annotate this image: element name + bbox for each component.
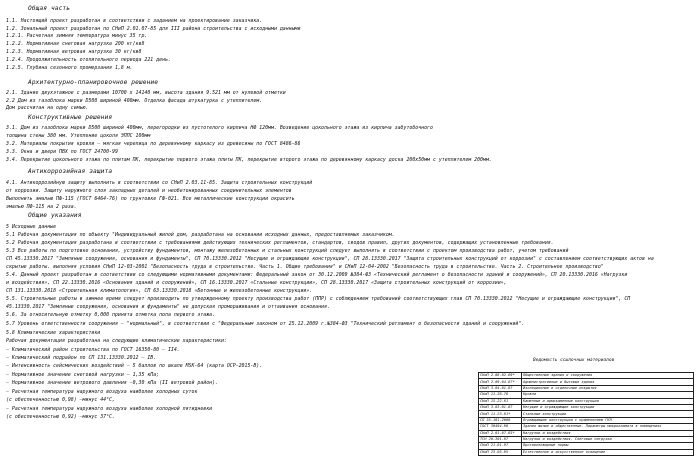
text-line: 3.1. Дом из газоблока марки D500 шириной 400мм, перегородки из пустотелого кирпича НФ 120мм. Возведение цокольного этажа из кирпича забутобочного — [6, 125, 433, 131]
table-cell-code: СНиП 2.08.02-89* — [479, 373, 522, 379]
text-line: 5.2 Рабочая документация разработана в соответствии с требованиями действующих технических регламентов, стандартов, сводов правил, других документов, содержащих установленные требования. — [6, 240, 554, 246]
text-line: 2.1. Здание двухэтажное с размерами 10700 х 14140 мм, высота здания 9.521 мм от нулевой отметки — [6, 90, 286, 96]
table-row — [479, 449, 694, 455]
text-line: 1.1. Настоящий проект разработан в соответствии с заданием на проектирование заказчика. — [6, 18, 263, 24]
text-line: 5.3 Все работы по подготовке основания, устройству фундаментов, монтажу железобетонных и стальных конструкций следует выполнять в соответствии с проектом производства работ, учетом требований — [6, 248, 569, 254]
text-line: 3.2. Материалы покрытия кровли – мягкая черепица по деревянному каркасу из древесины по ГОСТ 8486-86 — [6, 141, 301, 147]
table-cell-code: СП 55-101-2000 — [479, 417, 522, 423]
text-line: Дом рассчитан на одну семью. — [6, 105, 89, 111]
table-cell-title: Естественное и искусственное освещение — [522, 449, 694, 455]
section-heading-structural: Конструктивные решения — [28, 114, 113, 121]
text-line: 4.1. Антикоррозийную защиту выполнить в соответствии со СНиП 2.03.11-85. Защита строительных конструкций — [6, 180, 313, 186]
table-cell-code: СНиП 3.04.01-87 — [479, 385, 522, 391]
section-heading-general: Общая часть — [28, 5, 71, 12]
text-line: 5.7 Уровень ответственности сооружения – "нормальный", в соответствии с "Федеральным законом от 25.12.2009 г.№384-ФЗ "Технический регламент о безопасности зданий и сооружений". — [6, 321, 525, 327]
table-cell-code: СНиП 11-26-76 — [479, 392, 522, 398]
text-line: СП 131.13330.2018 «Строительная климатология», СП 63.13330.2018 «Бетонные и железобетонные конструкции». — [6, 288, 313, 294]
text-line: (с обеспеченностью 0,98) –минус 44°С, — [6, 397, 115, 403]
reference-table — [478, 372, 694, 456]
text-line: 3.4. Перекрытие цокольного этажа по плитам ПК, перекрытие первого этажа плиты ПК, перекрытие второго этажа по деревянному каркасу доска 200х50мм с утеплителем 200мм. — [6, 157, 492, 163]
text-line: 45.13330.2017 "Земляные сооружения, основания и фундаменты" не допуская промораживания и оттаивания основания. — [6, 304, 330, 310]
text-line: 1.2.4. Продолжительность отопительного периода 221 день. — [6, 57, 171, 63]
text-line: 5.6. За относительную отметку 0,000 принята отметка пола первого этажа. — [6, 312, 216, 318]
text-line: – Интенсивность сейсмических воздействий – 5 баллов по шкале MSK-64 (карта ОСР-2015-В). — [6, 363, 263, 369]
text-line: толщина стены 380 мм. Утепление цоколя ЭППС 100мм — [6, 133, 151, 139]
text-line: 5.8 Климатические характеристики — [6, 330, 101, 336]
text-line: 5.4. Данный проект разработан в соответствии со следующими нормативными документами: Федеральный закон от 30.12.2009 №384-ФЗ «Технический регламент о безопасности зданий и сооружений», СП 20.13330.2016 «Нагрузки — [6, 272, 628, 278]
text-line: СП 45.13330.2017 "Земляные сооружения, основания и фундаменты", СП 70.13330.2012 "Несущие и ограждающие конструкции", СП 28.13330.2017 "Защита строительных конструкций от коррозии" с составлением соответствующих актов на — [6, 256, 654, 262]
text-line: от коррозии. Защиту наружного слоя закладных деталей и необетонированных соединительных элементов — [6, 188, 292, 194]
text-line: 5.5. Строительные работы в зимнее время следует производить по утвержденному проекту производства работ (ППР) с соблюдением требований соответствующих глав СП 70.13330.2012 "Несущие и ограждающие конструкции", СП — [6, 296, 631, 302]
table-cell-title: Кровли — [522, 392, 694, 398]
table-cell-title: Несущие и ограждающие конструкции — [522, 404, 694, 410]
text-line: 1.2.2. Нормативная снеговая нагрузка 200 кг/кв8 — [6, 41, 145, 47]
table-cell-title: Стальные конструкции — [522, 411, 694, 417]
text-line: 5.1 Рабочая документация по объекту "Индивидуальный жилой дом, разработана на основании исходных данных, предоставляемых заказчиком. — [6, 232, 395, 238]
table-cell-title: Противопожарные нормы — [522, 443, 694, 449]
text-line: скрытые работы. выполняя условия СНиП 12-03-2001 "Безопасность труда в строительстве. Часть 1. Общие требования" и СНиП 12-04-2002 "Безопасность труда в строительстве. Часть 2. Строительное производство" — [6, 264, 604, 270]
text-line: (с обеспеченностью 0,92) –минус 37°С. — [6, 414, 115, 420]
text-line: Рабочая документация разработана на следующие климатические характеристики: — [6, 338, 227, 344]
table-cell-code: СНиП 23-05-95 — [479, 449, 522, 455]
text-line: 2.2 Дом из газоблока марки D500 шириной 400мм. Отделка фасада штукатурка с утеплителем. — [6, 98, 263, 104]
table-cell-code: ГОСТ 30494-96 — [479, 424, 522, 430]
text-line: 1.2.5. Глубина сезонного промерзания 1,8 м. — [6, 65, 133, 71]
table-cell-title: Каменные и армокаменные конструкции — [522, 398, 694, 404]
text-line: – Климатический район строительства по ГОСТ 16350-80 – II4. — [6, 347, 180, 353]
text-line: 5 Исходные данные — [6, 224, 57, 230]
table-cell-code: СНиП 15-22-81 — [479, 398, 522, 404]
text-line: и воздействия», СП 22.13330.2016 «Основания зданий и сооружений», СП 16.13330.2017 «Стальные конструкции», СП 28.13330.2017 «Защита строительных конструкций от коррозии», — [6, 280, 507, 286]
table-cell-title: Ограждающие конструкции с применением ГКЛ — [522, 417, 694, 423]
table-cell-title: Изоляционные и отделочные покрытия — [522, 385, 694, 391]
text-line: Выполнить эмалью ПФ-115 (ГОСТ 6464-76) по грунтовке ГФ-021. Все металлические конструкции окрасить — [6, 196, 295, 202]
table-cell-title: Здания жилые и общественные. Параметры микроклимата в помещениях — [522, 424, 694, 430]
text-line: – Нормативное значение ветрового давления –0,30 кПа (II ветровой район). — [6, 380, 218, 386]
text-line: 3.3. Окна и двери ПВХ по ГОСТ 24700-99 — [6, 149, 118, 155]
table-cell-title: Нагрузки и воздействия. Снеговые нагрузки — [522, 436, 694, 442]
text-line: 1.2.3. Нормативная ветровая нагрузка 30 кг/кв8 — [6, 49, 142, 55]
reference-table-title: Ведомость ссылочных материалов — [533, 358, 615, 363]
table-cell-code: СНиП 2.01.07-85* — [479, 430, 522, 436]
text-line: – Нормативное значение снеговой нагрузки – 1,35 кПа; — [6, 372, 160, 378]
table-cell-title: Административные и бытовые здания — [522, 379, 694, 385]
text-line: – Расчетная температура наружного воздуха наиболее холодных суток — [6, 389, 198, 395]
text-line: 1.2.1. Расчетная зимняя температура минус 35 гр. — [6, 33, 148, 39]
table-cell-code: СНиП 2.09.04-87* — [479, 379, 522, 385]
section-heading-architecture: Архитектурно-планировочное решение — [28, 79, 159, 86]
table-cell-title: Общественные здания и сооружения — [522, 373, 694, 379]
table-cell-code: СНиП 3.03.01-87 — [479, 404, 522, 410]
text-line: эмалью ПФ-115 на 2 раза. — [6, 204, 77, 210]
table-cell-code: СНиП 11-23-81* — [479, 411, 522, 417]
table-cell-title: Нагрузки и воздействия — [522, 430, 694, 436]
text-line: – Климатический подрайон по СП 131.13330.2012 – IВ. — [6, 355, 157, 361]
section-heading-general-notes: Общие указания — [28, 212, 82, 219]
table-cell-code: ТСН 20-301-97 — [479, 436, 522, 442]
table-cell-code: СНиП 21-01-97 — [479, 443, 522, 449]
text-line: 1.2. Зональный проект разработан по СНиП 2.01.07-85 для III района строительства с исходными данными — [6, 26, 301, 32]
section-heading-corrosion: Антикоррозийная защита — [28, 168, 113, 175]
text-line: – Расчетная температура наружного воздуха наиболее холодной пятидневки — [6, 406, 213, 412]
